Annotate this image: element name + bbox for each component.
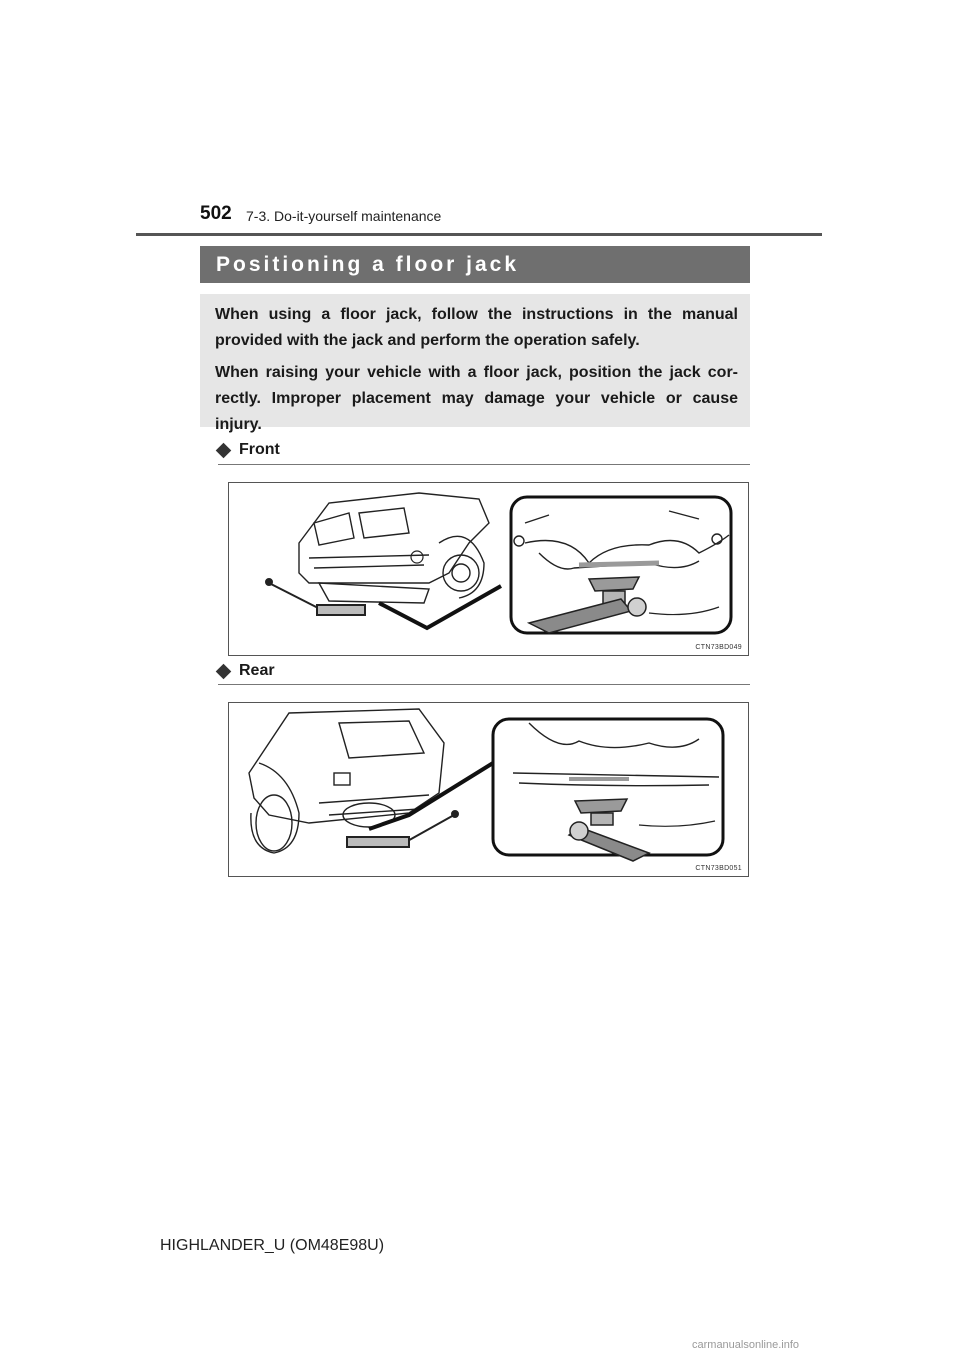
front-jack-illustration: [229, 483, 748, 655]
diamond-bullet-icon: [216, 663, 232, 679]
rear-jack-illustration: [229, 703, 748, 876]
heading-bar: [200, 246, 750, 283]
rear-heading: [218, 662, 275, 680]
rear-figure-code: CTN73BD051: [695, 865, 742, 872]
watermark: carmanualsonline.info: [692, 1339, 800, 1351]
intro-box: [200, 294, 750, 433]
section-title: 7-3. Do-it-yourself maintenance: [246, 208, 442, 224]
intro-paragraph-2: When raising your vehicle with a floor jack, position the jack cor-rectly. Improper placement may damage your vehicle or cause injury.: [215, 364, 738, 433]
diamond-bullet-icon: [216, 442, 232, 458]
front-rule: [218, 464, 750, 465]
rear-figure: [228, 702, 749, 877]
front-figure-code: CTN73BD049: [695, 644, 742, 651]
rear-label: Rear: [239, 662, 275, 679]
header-rule: [136, 233, 822, 236]
page-heading: Positioning a floor jack: [216, 253, 520, 276]
front-heading: [218, 441, 280, 459]
rear-rule: [218, 684, 750, 685]
front-figure: [228, 482, 749, 656]
footer-model: HIGHLANDER_U (OM48E98U): [160, 1237, 385, 1254]
front-label: Front: [239, 441, 280, 458]
page-number: 502: [200, 203, 232, 224]
intro-paragraph-1: When using a floor jack, follow the instructions in the manual provided with the jack and perform the operation safely.: [215, 306, 738, 349]
